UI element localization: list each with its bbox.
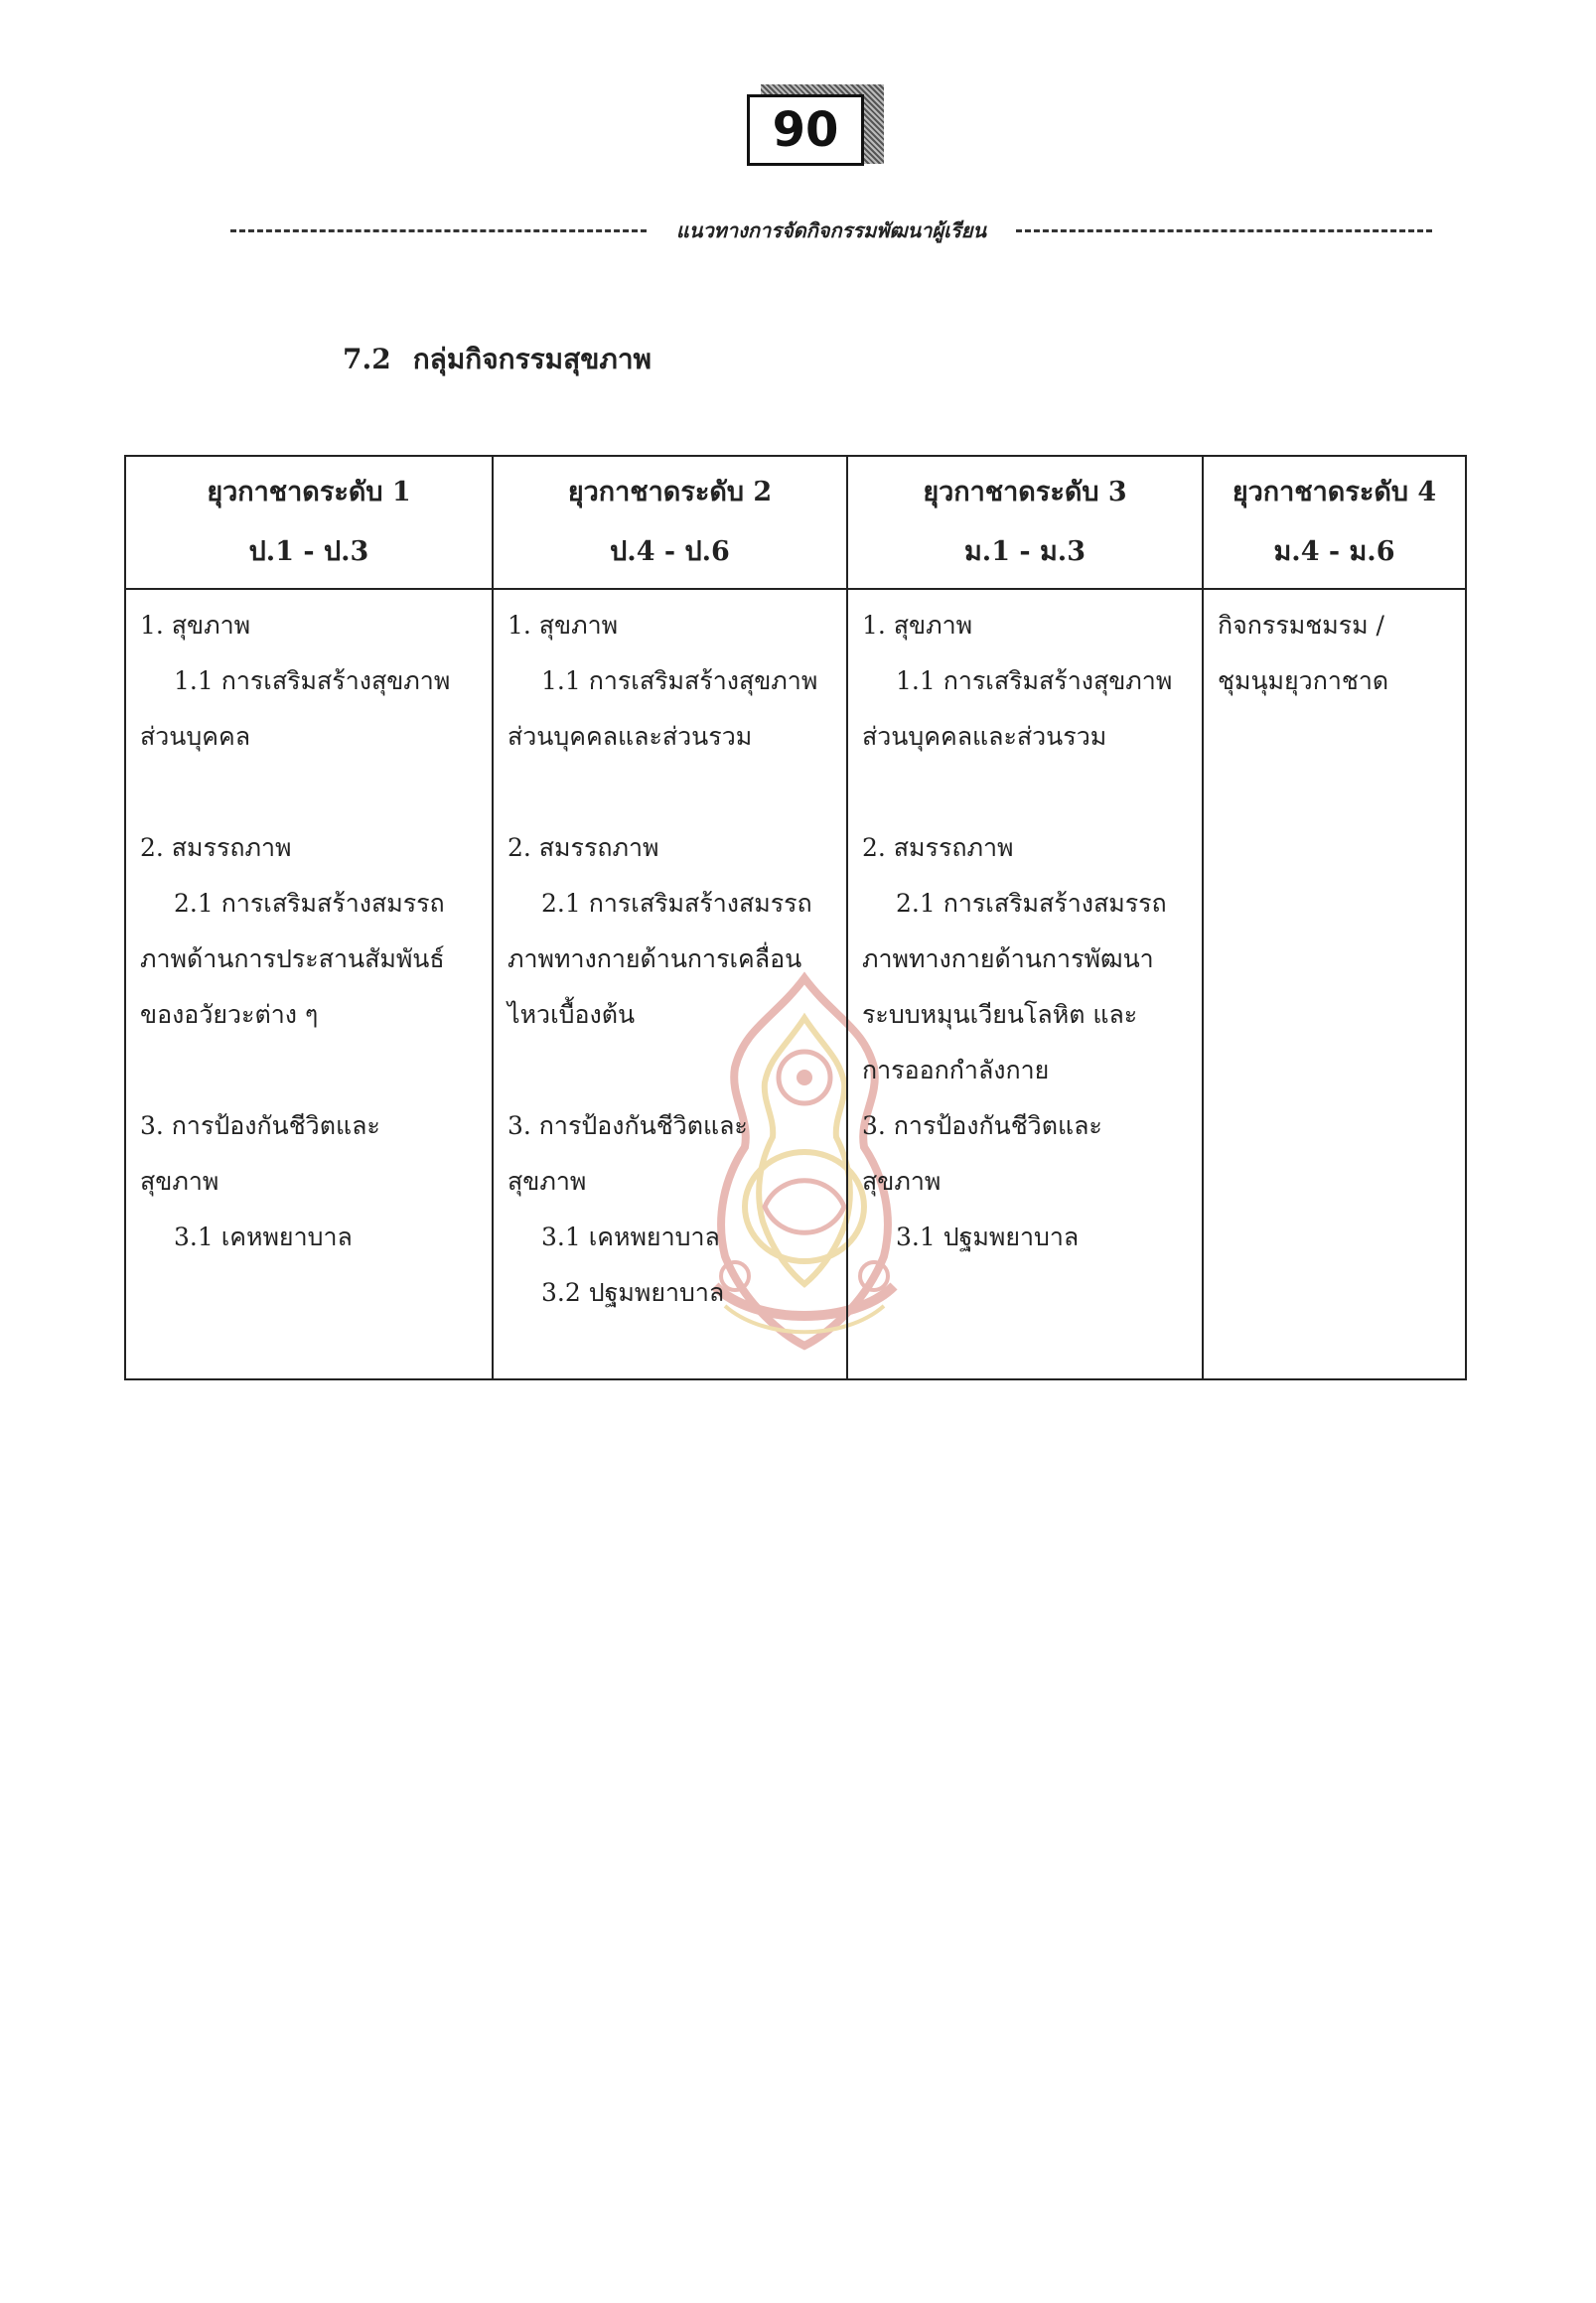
col3-safety-b: สุขภาพ [862, 1167, 942, 1196]
cell-level-4 [1203, 589, 1466, 1379]
header-level-2 [493, 456, 847, 589]
header-level-3 [847, 456, 1203, 589]
header-level-3-grades: ม.1 - ม.3 [964, 536, 1086, 567]
header-level-1-grades: ป.1 - ป.3 [248, 536, 369, 567]
cell-level-1 [125, 589, 493, 1379]
col1-health-sub-a: 1.1 การเสริมสร้างสุขภาพ [174, 666, 451, 695]
header-level-1-name: ยุวกาชาดระดับ 1 [207, 477, 411, 507]
col1-safety-b: สุขภาพ [140, 1167, 219, 1196]
col1-fitness-sub-b: ภาพด้านการประสานสัมพันธ์ [140, 944, 445, 973]
running-header [230, 211, 1432, 250]
header-dash-left [230, 229, 647, 232]
section-title-text: กลุ่มกิจกรรมสุขภาพ [412, 343, 653, 375]
col3-health-sub-a: 1.1 การเสริมสร้างสุขภาพ [896, 666, 1173, 695]
col1-safety-sub-1: 3.1 เคหพยาบาล [174, 1223, 353, 1251]
col2-health: 1. สุขภาพ [508, 611, 619, 640]
col2-safety-a: 3. การป้องกันชีวิตและ [508, 1111, 748, 1140]
section-number: 7.2 [343, 343, 391, 375]
page-number: 90 [747, 94, 864, 166]
header-level-4-grades: ม.4 - ม.6 [1273, 536, 1395, 567]
col2-safety-b: สุขภาพ [508, 1167, 587, 1196]
header-level-4-name: ยุวกาชาดระดับ 4 [1232, 477, 1437, 507]
running-header-text: แนวทางการจัดกิจกรรมพัฒนาผู้เรียน [675, 218, 987, 242]
header-dash-right [1016, 229, 1432, 232]
col3-fitness-sub-c: ระบบหมุนเวียนโลหิต และ [862, 1000, 1138, 1029]
col2-fitness-sub-c: ไหวเบื้องต้น [508, 1000, 636, 1029]
col3-safety-sub-1: 3.1 ปฐมพยาบาล [896, 1223, 1080, 1251]
table-header-row [125, 456, 1466, 589]
col2-fitness: 2. สมรรถภาพ [508, 833, 659, 862]
col2-safety-sub-1: 3.1 เคหพยาบาล [541, 1223, 720, 1251]
col2-fitness-sub-b: ภาพทางกายด้านการเคลื่อน [508, 944, 802, 973]
cell-level-2 [493, 589, 847, 1379]
col1-health: 1. สุขภาพ [140, 611, 251, 640]
header-level-1 [125, 456, 493, 589]
col1-health-sub-b: ส่วนบุคคล [140, 722, 251, 751]
section-title [343, 338, 652, 381]
col3-fitness: 2. สมรรถภาพ [862, 833, 1014, 862]
col4-line-b: ชุมนุมยุวกาชาด [1218, 666, 1389, 695]
col2-fitness-sub-a: 2.1 การเสริมสร้างสมรรถ [541, 889, 812, 918]
col3-fitness-sub-b: ภาพทางกายด้านการพัฒนา [862, 944, 1154, 973]
col1-fitness-sub-a: 2.1 การเสริมสร้างสมรรถ [174, 889, 445, 918]
header-level-3-name: ยุวกาชาดระดับ 3 [923, 477, 1127, 507]
col4-line-a: กิจกรรมชมรม / [1218, 611, 1384, 640]
col2-health-sub-b: ส่วนบุคคลและส่วนรวม [508, 722, 753, 751]
col1-safety-a: 3. การป้องกันชีวิตและ [140, 1111, 380, 1140]
col3-health-sub-b: ส่วนบุคคลและส่วนรวม [862, 722, 1107, 751]
col1-fitness-sub-c: ของอวัยวะต่าง ๆ [140, 1000, 319, 1029]
col3-fitness-sub-a: 2.1 การเสริมสร้างสมรรถ [896, 889, 1167, 918]
col3-safety-a: 3. การป้องกันชีวิตและ [862, 1111, 1102, 1140]
cell-level-3 [847, 589, 1203, 1379]
col2-health-sub-a: 1.1 การเสริมสร้างสุขภาพ [541, 666, 818, 695]
table-row [125, 589, 1466, 1379]
scout-level-table [124, 455, 1467, 1380]
header-level-2-name: ยุวกาชาดระดับ 2 [567, 477, 773, 507]
col1-fitness: 2. สมรรถภาพ [140, 833, 292, 862]
col2-safety-sub-2: 3.2 ปฐมพยาบาล [541, 1278, 725, 1307]
header-level-2-grades: ป.4 - ป.6 [610, 536, 730, 567]
col3-fitness-sub-d: การออกกำลังกาย [862, 1056, 1050, 1084]
header-level-4 [1203, 456, 1466, 589]
col3-health: 1. สุขภาพ [862, 611, 973, 640]
